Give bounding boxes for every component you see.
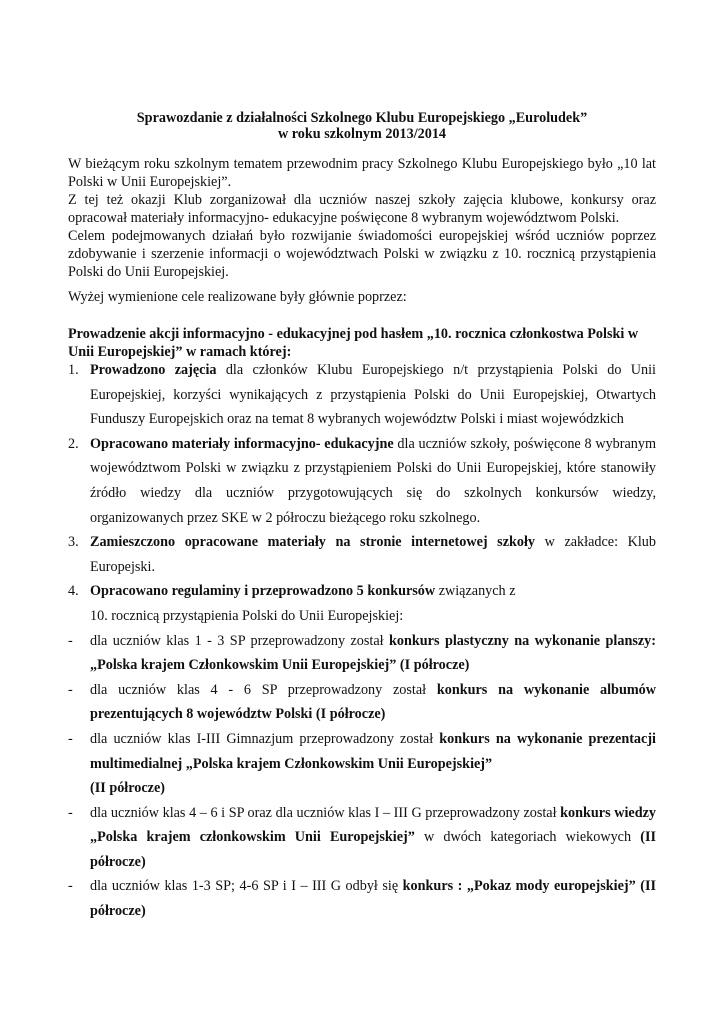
list-marker: 2. bbox=[68, 435, 79, 452]
contest-item bbox=[68, 678, 656, 727]
list-item-text bbox=[90, 358, 656, 432]
contest-term: (II półrocze) bbox=[90, 829, 656, 870]
dash-marker: - bbox=[68, 632, 73, 649]
list-item bbox=[68, 358, 656, 432]
contest-name: konkurs na wykonanie albumów prezentujących 8 województw Polski (I półrocze) bbox=[90, 681, 656, 723]
dash-marker: - bbox=[68, 804, 73, 821]
list-item bbox=[68, 579, 656, 628]
contest-desc: dla uczniów klas 1 - 3 SP przeprowadzony został bbox=[90, 632, 390, 649]
contest-term: (II półrocze) bbox=[90, 780, 165, 797]
section-heading: Prowadzenie akcji informacyjno - edukacyjnej pod hasłem „10. rocznica członkostwa Polski w Unii Europejskiej” w ramach której: bbox=[68, 326, 639, 360]
activity-list bbox=[68, 358, 656, 924]
contest-text bbox=[90, 727, 656, 776]
contest-name: konkurs wiedzy „Polska krajem członkowskim Unii Europejskiej” bbox=[90, 804, 656, 846]
list-item-text bbox=[90, 530, 656, 579]
contest-name: konkurs : „Pokaz mody europejskiej” (II półrocze) bbox=[90, 878, 656, 920]
title-line-2: w roku szkolnym 2013/2014 bbox=[277, 126, 447, 142]
contest-item bbox=[68, 801, 656, 875]
contest-desc: dla uczniów klas 1-3 SP; 4-6 SP i I – III G odbył się bbox=[90, 878, 403, 895]
list-item bbox=[68, 530, 656, 579]
title-line-1: Sprawozdanie z działalności Szkolnego Klubu Europejskiego „Euroludek” bbox=[136, 110, 588, 126]
contest-item bbox=[68, 629, 656, 678]
contest-desc: dla uczniów klas 4 – 6 i SP oraz dla uczniów klas I – III G przeprowadzony został bbox=[90, 804, 561, 821]
contest-desc: dla uczniów klas I-III Gimnazjum przeprowadzony został bbox=[90, 730, 440, 747]
contest-item bbox=[68, 874, 656, 923]
list-item-rest: związanych z bbox=[435, 583, 516, 600]
list-item-bold: Zamieszczono opracowane materiały na stronie internetowej szkoły bbox=[90, 534, 536, 551]
list-marker: 4. bbox=[68, 583, 79, 600]
document-title bbox=[0, 110, 724, 142]
contest-item bbox=[68, 727, 656, 801]
list-item-bold: Opracowano regulaminy i przeprowadzono 5 konkursów bbox=[90, 583, 436, 600]
dash-marker: - bbox=[68, 730, 73, 747]
list-item-rest: dla uczniów szkoły, poświęcone 8 wybranym województwom Polski w związku z przystąpieniem Polski do Unii Europejskiej, które stanowiły źródło wiedzy dla uczniów przygotowujących się do szkolnych konkursów wiedzy, organizowanych przez SKE w 2 półroczu bieżącego roku szkolnego. bbox=[90, 435, 656, 526]
contest-desc-2: w dwóch kategoriach wiekowych bbox=[414, 829, 641, 846]
contest-text bbox=[90, 629, 656, 678]
list-marker: 3. bbox=[68, 534, 79, 551]
list-item-rest: w zakładce: Klub Europejski. bbox=[90, 534, 656, 575]
list-item bbox=[68, 432, 656, 530]
list-item-bold: Opracowano materiały informacyjno- edukacyjne bbox=[90, 435, 394, 452]
intro-section bbox=[68, 155, 656, 281]
contest-text bbox=[90, 678, 656, 727]
intro-paragraph: W bieżącym roku szkolnym tematem przewodnim pracy Szkolnego Klubu Europejskiego było „10 lat Polski w Unii Europejskiej”. bbox=[68, 156, 656, 190]
contest-text bbox=[90, 874, 656, 923]
dash-marker: - bbox=[68, 878, 73, 895]
contest-name: konkurs na wykonanie prezentacji multimedialnej „Polska krajem Członkowskim Unii Europejskiej” bbox=[90, 730, 656, 772]
contest-text bbox=[90, 801, 656, 875]
list-item-text bbox=[90, 432, 656, 530]
intro-paragraph: Celem podejmowanych działań było rozwijanie świadomości europejskiej wśród uczniów poprzez zdobywanie i szerzenie informacji o województwach Polski w związku z 10. rocznicą przystąpienia Polski do Unii Europejskiej. bbox=[68, 228, 656, 280]
contest-name: konkurs plastyczny na wykonanie planszy: „Polska krajem Członkowskim Unii Europejskiej” (I półrocze) bbox=[90, 632, 656, 674]
list-item-text bbox=[90, 579, 656, 604]
lead-sentence: Wyżej wymienione cele realizowane były głównie poprzez: bbox=[68, 289, 407, 305]
contest-desc: dla uczniów klas 4 - 6 SP przeprowadzony został bbox=[90, 681, 437, 698]
list-item-bold: Prowadzono zajęcia bbox=[90, 362, 217, 378]
list-item-line-2: 10. rocznicą przystąpienia Polski do Unii Europejskiej: bbox=[90, 607, 404, 624]
dash-marker: - bbox=[68, 681, 73, 698]
intro-paragraph: Z tej też okazji Klub zorganizował dla uczniów naszej szkoły zajęcia klubowe, konkursy oraz opracował materiały informacyjno- edukacyjne poświęcone 8 wybranym województwom Polski. bbox=[68, 192, 656, 226]
list-marker: 1. bbox=[68, 362, 79, 378]
list-item-rest: dla członków Klubu Europejskiego n/t przystąpienia Polski do Unii Europejskiej, korzyści wynikających z przystąpienia Polski do Unii Europejskiej, Otwartych Funduszy Europejskich oraz na temat 8 wybranych województw Polski i miast wojewódzkich bbox=[90, 362, 656, 428]
